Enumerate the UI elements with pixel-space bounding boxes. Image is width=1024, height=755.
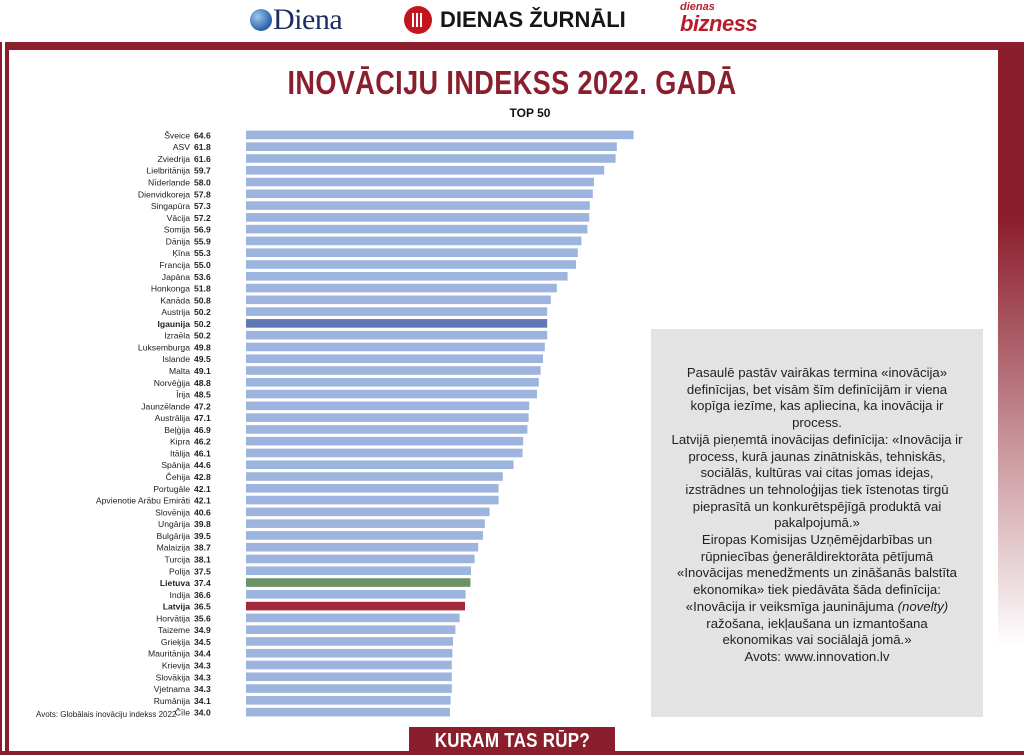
value-label-taizeme: 34.9: [194, 625, 211, 636]
value-label-indija: 36.6: [194, 589, 211, 600]
category-label-polija: Polija: [168, 566, 190, 577]
info-paragraph-1: Pasaulē pastāv vairākas termina «inovācija» definīcijas, bet visām šīm definīcijām ir viena kopīga iezīme, kas apliecina, ka inovācija ir process.: [686, 365, 948, 431]
value-label-portugale: 42.1: [194, 483, 211, 494]
category-label-portugale: Portugāle: [153, 483, 190, 494]
value-label-danija: 55.9: [194, 236, 211, 247]
value-label-latvija: 36.5: [194, 601, 211, 612]
bar-indija: [246, 590, 466, 599]
bar-turcija: [246, 555, 475, 564]
category-label-slovenija: Slovēnija: [155, 507, 190, 518]
value-label-rumanija: 34.1: [194, 695, 211, 706]
value-label-cehija: 42.8: [194, 472, 211, 483]
value-label-kina: 55.3: [194, 248, 211, 259]
bar-griekija: [246, 637, 453, 646]
bar-bulgarija: [246, 531, 483, 540]
bar-islande: [246, 354, 543, 363]
info-source: Avots: www.innovation.lv: [744, 648, 890, 664]
bar-lielbritanija: [246, 166, 604, 175]
bar-danija: [246, 237, 581, 246]
bar-singapura: [246, 201, 590, 210]
category-label-zviedrija: Zviedrija: [157, 153, 190, 164]
category-label-irija: Īrija: [176, 389, 190, 400]
bar-spanija: [246, 460, 514, 469]
category-label-krievija: Krievija: [161, 660, 190, 671]
category-label-dienvidkoreja: Dienvidkoreja: [137, 189, 190, 200]
value-label-vacija: 57.2: [194, 212, 211, 223]
info-novelty-term: (novelty): [897, 598, 949, 614]
chart-subtitle: TOP 50: [509, 106, 551, 120]
info-paragraph-3b: ražošana, iekļaušana un izmantošana ekonomikas vai sociālajā jomā.»: [706, 615, 928, 648]
value-label-malaizija: 38.7: [194, 542, 211, 553]
value-label-sveice: 64.6: [194, 130, 211, 141]
category-label-kina: Ķīna: [172, 248, 190, 259]
value-label-mauritanija: 34.4: [194, 648, 211, 659]
category-label-rumanija: Rumānija: [153, 695, 190, 706]
footer-text: KURAM TAS RŪP?: [434, 729, 590, 752]
bar-portugale: [246, 484, 499, 493]
bar-rumanija: [246, 696, 451, 705]
category-label-taizeme: Taizeme: [158, 625, 190, 636]
bar-slovenija: [246, 508, 490, 517]
value-label-bulgarija: 39.5: [194, 530, 211, 541]
bar-cile: [246, 708, 450, 717]
category-label-igaunija: Igaunija: [157, 318, 190, 329]
bar-kipra: [246, 437, 523, 446]
value-label-krievija: 34.3: [194, 660, 211, 671]
bar-zviedrija: [246, 154, 616, 163]
value-label-griekija: 34.5: [194, 636, 211, 647]
category-label-islande: Islande: [162, 354, 190, 365]
value-label-cile: 34.0: [194, 707, 211, 718]
info-paragraph-3: [671, 532, 963, 649]
category-label-ungarija: Ungārija: [157, 519, 190, 530]
value-label-turcija: 38.1: [194, 554, 211, 565]
value-label-dienvidkoreja: 57.8: [194, 189, 211, 200]
bar-irija: [246, 390, 537, 399]
value-label-belgija: 46.9: [194, 424, 211, 435]
bar-jaunzelande: [246, 402, 529, 411]
category-label-kipra: Kipra: [169, 436, 190, 447]
value-label-luksemburga: 49.8: [194, 342, 211, 353]
bar-honkonga: [246, 284, 557, 293]
value-label-polija: 37.5: [194, 566, 211, 577]
bar-francija: [246, 260, 576, 269]
value-label-ungarija: 39.8: [194, 519, 211, 530]
bar-lietuva: [246, 578, 470, 587]
frame-right-border: [998, 42, 1024, 755]
value-label-japana: 53.6: [194, 271, 211, 282]
category-label-somija: Somija: [163, 224, 190, 235]
category-label-niderlande: Nīderlande: [147, 177, 190, 188]
bar-taizeme: [246, 625, 455, 634]
bar-somija: [246, 225, 587, 234]
value-label-spanija: 44.6: [194, 460, 211, 471]
footer-banner: [409, 727, 615, 755]
category-label-slovakija: Slovākija: [155, 672, 190, 683]
bar-australija: [246, 413, 529, 422]
bar-japana: [246, 272, 568, 281]
category-label-luksemburga: Luksemburga: [137, 342, 190, 353]
value-label-austrija: 50.2: [194, 307, 211, 318]
category-label-japana: Japāna: [161, 271, 190, 282]
value-label-horvatija: 35.6: [194, 613, 211, 624]
category-label-kanada: Kanāda: [160, 295, 190, 306]
category-label-australija: Austrālija: [154, 413, 190, 424]
category-label-spanija: Spānija: [161, 460, 190, 471]
bar-cehija: [246, 472, 503, 481]
bar-malta: [246, 366, 541, 375]
category-label-turcija: Turcija: [164, 554, 190, 565]
bizness-logo-main: bizness: [680, 11, 758, 36]
category-label-malaizija: Malaizija: [156, 542, 190, 553]
value-label-kanada: 50.8: [194, 295, 211, 306]
value-label-slovenija: 40.6: [194, 507, 211, 518]
category-label-jaunzelande: Jaunzēlande: [141, 401, 190, 412]
category-label-cehija: Čehija: [165, 472, 190, 483]
category-label-vjetnama: Vjetnama: [153, 684, 190, 695]
bar-horvatija: [246, 614, 460, 623]
bar-slovakija: [246, 672, 452, 681]
category-label-belgija: Beļģija: [164, 424, 190, 435]
value-label-izraela: 50.2: [194, 330, 211, 341]
category-label-apvienotie-arabu-emirati: Apvienotie Arābu Emirāti: [95, 495, 190, 506]
category-label-norvegija: Norvēģija: [153, 377, 190, 388]
value-label-islande: 49.5: [194, 354, 211, 365]
bar-apvienotie-arabu-emirati: [246, 496, 499, 505]
value-label-kipra: 46.2: [194, 436, 211, 447]
value-label-asv: 61.8: [194, 142, 211, 153]
diena-logo-text: Diena: [273, 3, 343, 36]
value-label-vjetnama: 34.3: [194, 684, 211, 695]
bar-belgija: [246, 425, 527, 434]
bar-niderlande: [246, 178, 594, 187]
bar-italija: [246, 449, 523, 458]
value-label-apvienotie-arabu-emirati: 42.1: [194, 495, 211, 506]
category-label-griekija: Grieķija: [160, 636, 190, 647]
bar-krievija: [246, 661, 452, 670]
info-box: [651, 329, 983, 717]
info-paragraph-3a: Eiropas Komisijas Uzņēmējdarbības un rūpniecības ģenerāldirektorāta pētījumā «Inovācijas menedžments un zināšanās balstīta ekonomika» tiek piedāvāta šāda definīcija: «Inovācija ir veiksmīga jauninājuma: [676, 532, 958, 614]
bar-sveice: [246, 131, 634, 140]
bar-igaunija: [246, 319, 547, 328]
bar-malaizija: [246, 543, 478, 552]
category-label-italija: Itālija: [169, 448, 190, 459]
category-label-malta: Malta: [168, 366, 190, 376]
bar-kina: [246, 248, 578, 257]
category-label-singapura: Singapūra: [150, 201, 190, 212]
value-label-igaunija: 50.2: [194, 318, 211, 329]
category-label-austrija: Austrija: [161, 307, 190, 318]
category-label-izraela: Izraēla: [164, 330, 190, 341]
chart-title: INOVĀCIJU INDEKSS 2022. GADĀ: [287, 64, 737, 101]
value-label-zviedrija: 61.6: [194, 153, 211, 164]
dienas-bizness-logo[interactable]: [680, 2, 757, 34]
value-label-lietuva: 37.4: [194, 578, 211, 589]
category-label-lietuva: Lietuva: [159, 578, 190, 589]
value-label-lielbritanija: 59.7: [194, 165, 211, 176]
value-label-jaunzelande: 47.2: [194, 401, 211, 412]
value-label-honkonga: 51.8: [194, 283, 211, 294]
value-label-francija: 55.0: [194, 259, 211, 270]
value-label-niderlande: 58.0: [194, 177, 211, 188]
value-label-irija: 48.5: [194, 389, 211, 400]
source-note: Avots: Globālais inovāciju indekss 2022: [36, 710, 177, 719]
bar-norvegija: [246, 378, 539, 387]
category-label-bulgarija: Bulgārija: [156, 530, 190, 541]
value-label-norvegija: 48.8: [194, 377, 211, 388]
bar-izraela: [246, 331, 547, 340]
category-label-latvija: Latvija: [162, 601, 190, 612]
info-paragraph-2: Latvijā pieņemtā inovācijas definīcija: «Inovācija ir process, kurā jaunas zinātniskās, tehniskās, sociālās, kultūras vai citas jomas idejas, izstrādnes un tehnoloģijas tiek īstenotas tirgū pieprasītā un konkurētspējīgā produktā vai pakalpojumā.»: [671, 431, 963, 531]
category-label-cile: Čīle: [174, 707, 190, 718]
bar-vacija: [246, 213, 589, 222]
bar-kanada: [246, 296, 551, 305]
category-label-mauritanija: Mauritānija: [147, 648, 190, 659]
category-label-horvatija: Horvātija: [156, 613, 190, 624]
category-label-lielbritanija: Lielbritānija: [146, 165, 190, 176]
category-label-vacija: Vācija: [166, 212, 190, 223]
bar-ungarija: [246, 519, 485, 528]
bar-austrija: [246, 307, 547, 316]
dienas-zurnali-text: DIENAS ŽURNĀLI: [440, 7, 626, 32]
value-label-slovakija: 34.3: [194, 672, 211, 683]
category-label-asv: ASV: [172, 142, 190, 153]
bizness-logo-small: dienas: [680, 1, 715, 13]
bar-asv: [246, 142, 617, 151]
value-label-australija: 47.1: [194, 413, 211, 424]
value-label-malta: 49.1: [194, 366, 211, 376]
category-label-indija: Indija: [169, 589, 190, 600]
value-label-singapura: 57.3: [194, 201, 211, 212]
category-label-danija: Dānija: [165, 236, 190, 247]
bar-luksemburga: [246, 343, 545, 352]
bar-mauritanija: [246, 649, 452, 658]
bar-dienvidkoreja: [246, 190, 593, 199]
bar-latvija: [246, 602, 465, 611]
category-label-honkonga: Honkonga: [150, 283, 190, 294]
bar-vjetnama: [246, 684, 452, 693]
category-label-sveice: Šveice: [164, 130, 190, 141]
value-label-italija: 46.1: [194, 448, 211, 459]
category-label-francija: Francija: [159, 259, 190, 270]
bar-polija: [246, 566, 471, 575]
value-label-somija: 56.9: [194, 224, 211, 235]
